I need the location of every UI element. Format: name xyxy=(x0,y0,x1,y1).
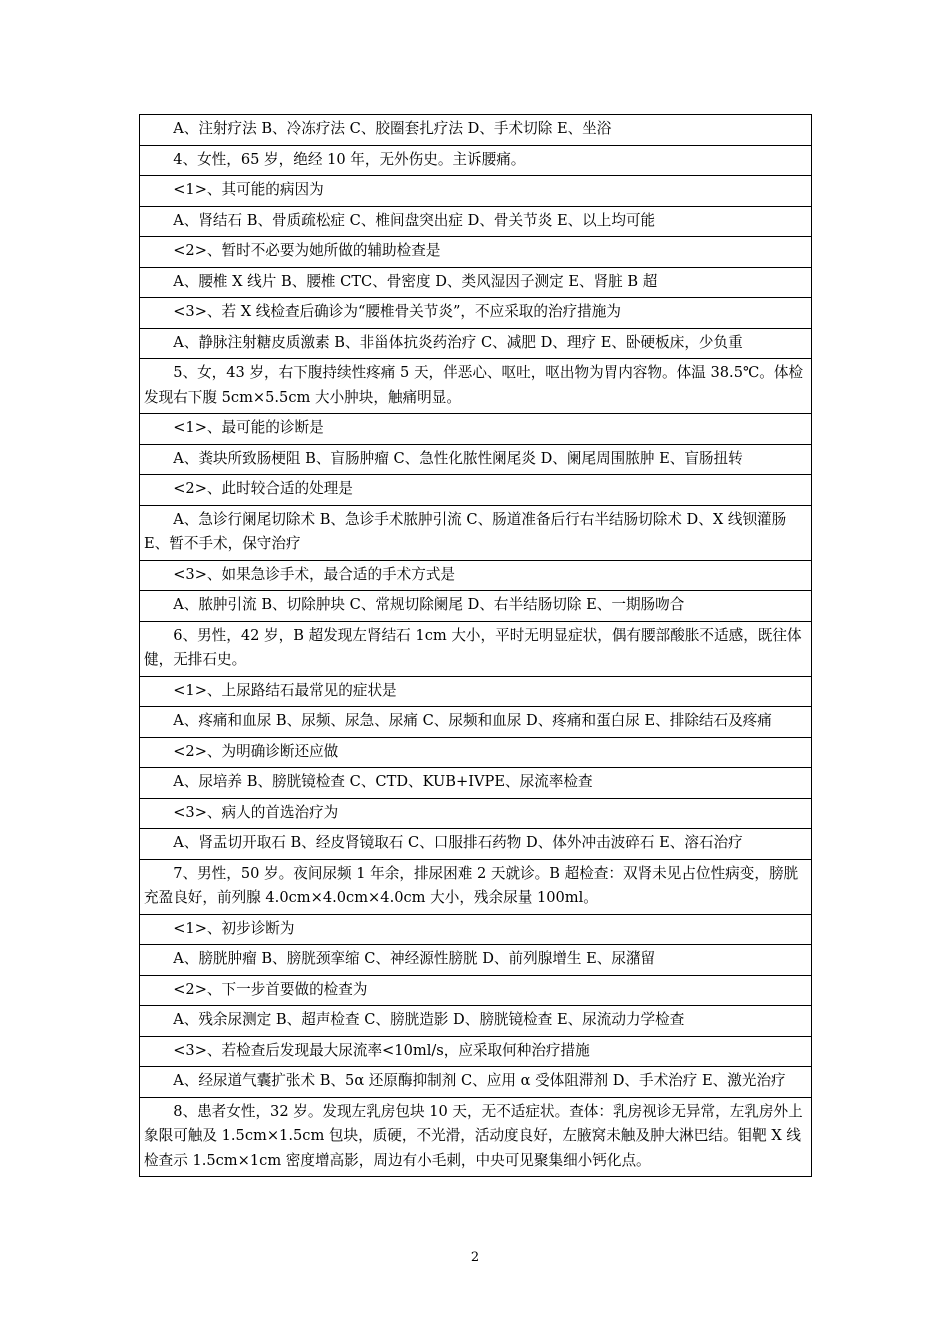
question-text: A、急诊行阑尾切除术 B、急诊手术脓肿引流 C、肠道准备后行右半结肠切除术 D、X 线钡灌肠 E、暂不手术，保守治疗 xyxy=(140,505,812,560)
question-text: A、残余尿测定 B、超声检查 C、膀胱造影 D、膀胱镜检查 E、尿流动力学检查 xyxy=(140,1006,812,1037)
table-row xyxy=(140,145,812,176)
table-row xyxy=(140,176,812,207)
question-text: <1>、其可能的病因为 xyxy=(140,176,812,207)
question-text: A、腰椎 X 线片 B、腰椎 CTC、骨密度 D、类风湿因子测定 E、肾脏 B 超 xyxy=(140,267,812,298)
question-text: <3>、若检查后发现最大尿流率<10ml/s，应采取何种治疗措施 xyxy=(140,1036,812,1067)
table-row xyxy=(140,444,812,475)
question-text: <3>、若 X 线检查后确诊为“腰椎骨关节炎”，不应采取的治疗措施为 xyxy=(140,298,812,329)
question-table xyxy=(139,114,812,1177)
table-row xyxy=(140,206,812,237)
question-text: <2>、下一步首要做的检查为 xyxy=(140,975,812,1006)
table-row xyxy=(140,707,812,738)
table-row xyxy=(140,328,812,359)
table-row xyxy=(140,829,812,860)
table-row xyxy=(140,798,812,829)
table-row xyxy=(140,1067,812,1098)
question-text: <1>、初步诊断为 xyxy=(140,914,812,945)
question-text: A、尿培养 B、膀胱镜检查 C、CTD、KUB+IVPE、尿流率检查 xyxy=(140,768,812,799)
table-row xyxy=(140,560,812,591)
table-row xyxy=(140,768,812,799)
table-row xyxy=(140,975,812,1006)
question-text: 4、女性，65 岁，绝经 10 年，无外伤史。主诉腰痛。 xyxy=(140,145,812,176)
table-row xyxy=(140,267,812,298)
table-row xyxy=(140,621,812,676)
question-table-body xyxy=(140,115,812,1177)
question-text: 6、男性，42 岁，B 超发现左肾结石 1cm 大小，平时无明显症状，偶有腰部酸胀不适感，既往体健，无排石史。 xyxy=(140,621,812,676)
question-text: A、静脉注射糖皮质激素 B、非甾体抗炎药治疗 C、减肥 D、理疗 E、卧硬板床，少负重 xyxy=(140,328,812,359)
table-row xyxy=(140,1036,812,1067)
table-row xyxy=(140,914,812,945)
question-text: A、膀胱肿瘤 B、膀胱颈挛缩 C、神经源性膀胱 D、前列腺增生 E、尿潴留 xyxy=(140,945,812,976)
table-row xyxy=(140,298,812,329)
question-text: <2>、此时较合适的处理是 xyxy=(140,475,812,506)
question-text: A、粪块所致肠梗阻 B、盲肠肿瘤 C、急性化脓性阑尾炎 D、阑尾周围脓肿 E、盲肠扭转 xyxy=(140,444,812,475)
table-row xyxy=(140,737,812,768)
question-text: <3>、如果急诊手术，最合适的手术方式是 xyxy=(140,560,812,591)
question-text: <2>、为明确诊断还应做 xyxy=(140,737,812,768)
table-row xyxy=(140,414,812,445)
question-text: 5、女，43 岁，右下腹持续性疼痛 5 天，伴恶心、呕吐，呕出物为胃内容物。体温 38.5℃。体检发现右下腹 5cm×5.5cm 大小肿块，触痛明显。 xyxy=(140,359,812,414)
table-row xyxy=(140,591,812,622)
question-text: A、经尿道气囊扩张术 B、5α 还原酶抑制剂 C、应用 α 受体阻滞剂 D、手术治疗 E、激光治疗 xyxy=(140,1067,812,1098)
question-text: <2>、暂时不必要为她所做的辅助检查是 xyxy=(140,237,812,268)
table-row xyxy=(140,359,812,414)
table-row xyxy=(140,1006,812,1037)
question-text: <1>、上尿路结石最常见的症状是 xyxy=(140,676,812,707)
table-row xyxy=(140,676,812,707)
question-text: A、疼痛和血尿 B、尿频、尿急、尿痛 C、尿频和血尿 D、疼痛和蛋白尿 E、排除结石及疼痛 xyxy=(140,707,812,738)
table-row xyxy=(140,859,812,914)
question-text: <1>、最可能的诊断是 xyxy=(140,414,812,445)
question-text: A、注射疗法 B、冷冻疗法 C、胶圈套扎疗法 D、手术切除 E、坐浴 xyxy=(140,115,812,146)
table-row xyxy=(140,475,812,506)
table-row xyxy=(140,1097,812,1177)
question-text: A、肾盂切开取石 B、经皮肾镜取石 C、口服排石药物 D、体外冲击波碎石 E、溶石治疗 xyxy=(140,829,812,860)
question-text: A、脓肿引流 B、切除肿块 C、常规切除阑尾 D、右半结肠切除 E、一期肠吻合 xyxy=(140,591,812,622)
question-text: 7、男性，50 岁。夜间尿频 1 年余，排尿困难 2 天就诊。B 超检查：双肾未见占位性病变，膀胱充盈良好，前列腺 4.0cm×4.0cm×4.0cm 大小，残余尿量 100ml。 xyxy=(140,859,812,914)
table-row xyxy=(140,237,812,268)
table-row xyxy=(140,945,812,976)
page-number: 2 xyxy=(470,1250,480,1265)
table-row xyxy=(140,115,812,146)
table-row xyxy=(140,505,812,560)
question-text: A、肾结石 B、骨质疏松症 C、椎间盘突出症 D、骨关节炎 E、以上均可能 xyxy=(140,206,812,237)
question-text: <3>、病人的首选治疗为 xyxy=(140,798,812,829)
question-text: 8、患者女性，32 岁。发现左乳房包块 10 天，无不适症状。查体：乳房视诊无异常，左乳房外上象限可触及 1.5cm×1.5cm 包块，质硬，不光滑，活动度良好，左腋窝未触及肿大淋巴结。钼靶 X 线检查示 1.5cm×1cm 密度增高影，周边有小毛刺，中央可见聚集细小钙化点。 xyxy=(140,1097,812,1177)
